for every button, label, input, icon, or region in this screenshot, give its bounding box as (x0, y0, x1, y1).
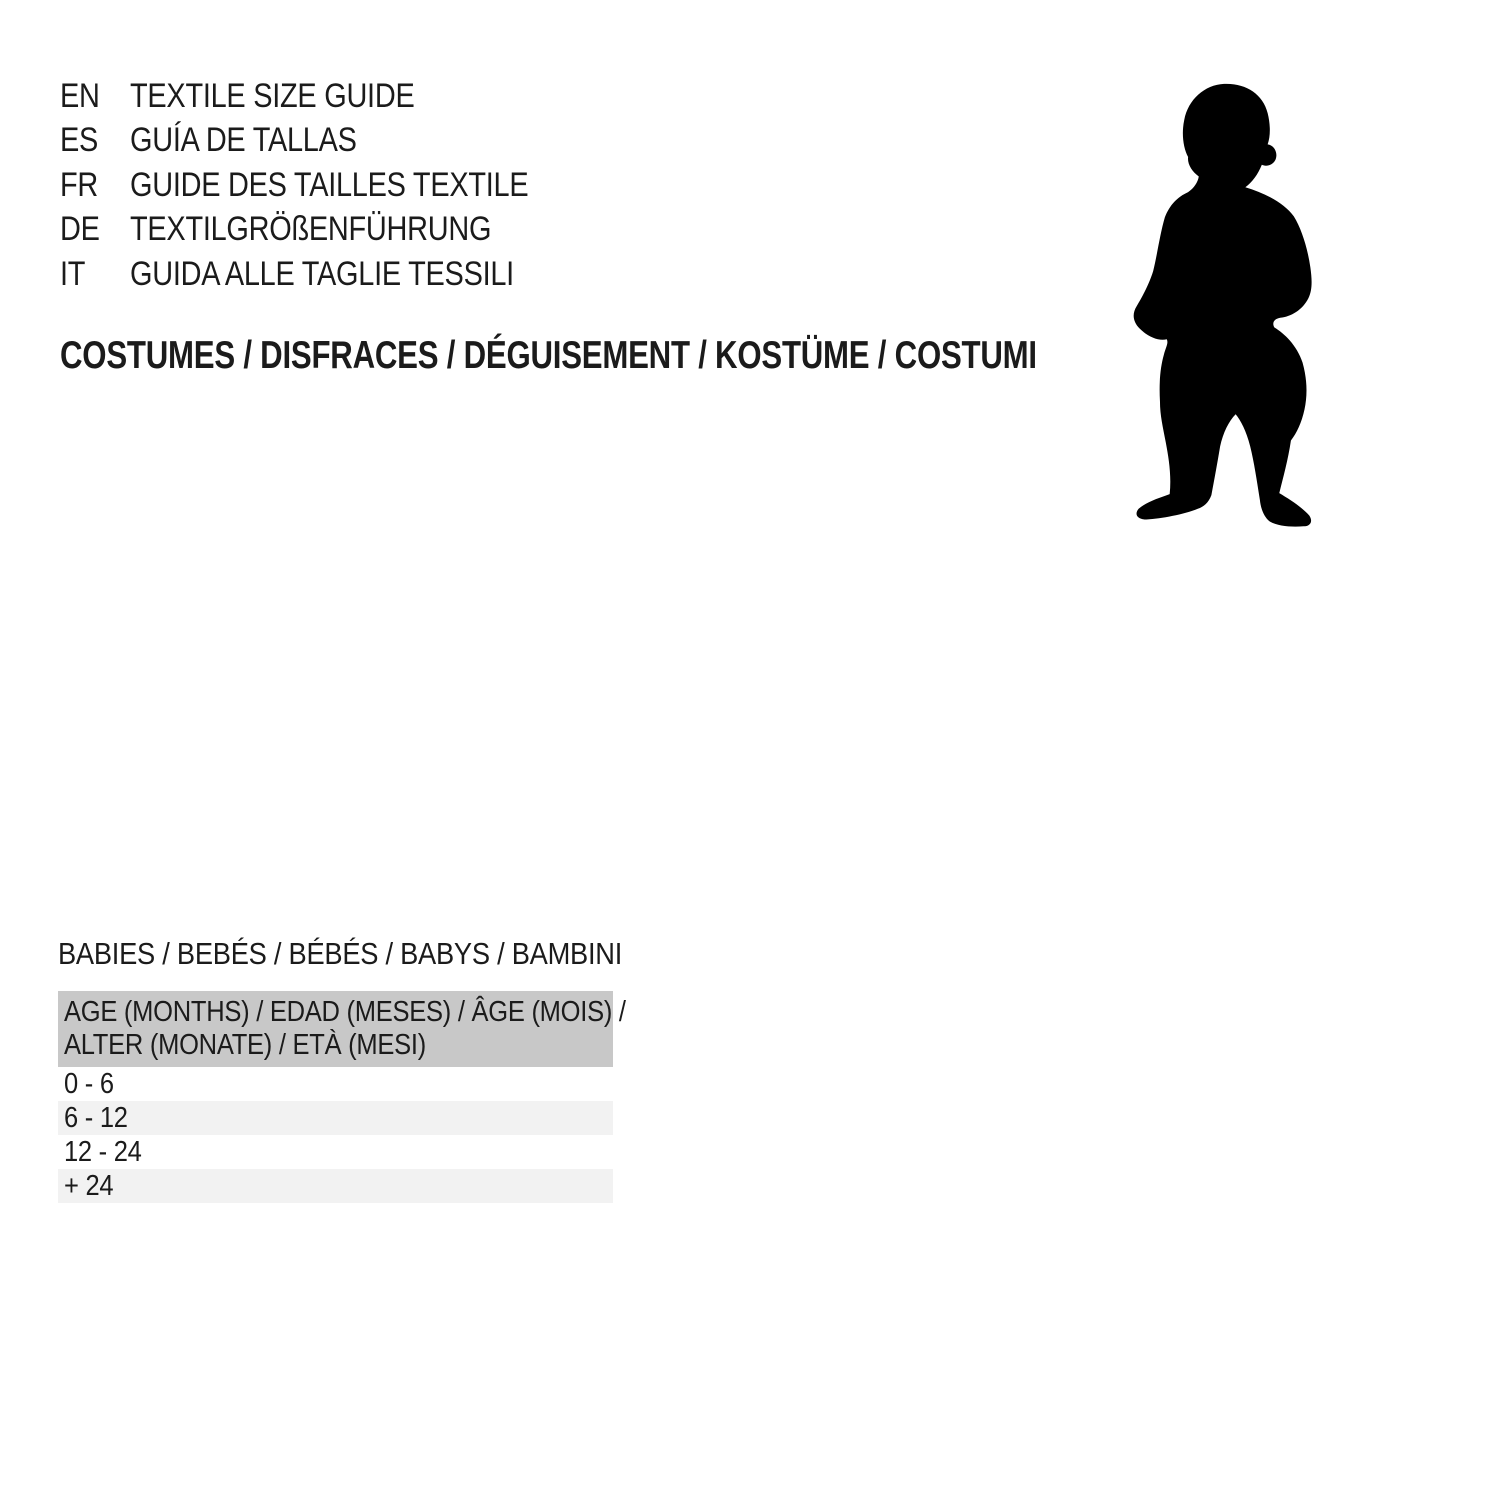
category-heading (60, 334, 1281, 378)
babies-section-heading (58, 936, 699, 972)
category-heading-text: COSTUMES / DISFRACES / DÉGUISEMENT / KOSTÜME / COSTUMI (60, 334, 1037, 377)
table-row-0-6 (58, 1067, 613, 1101)
table-header-line-1: AGE (MONTHS) / EDAD (MESES) / ÂGE (MOIS) / (64, 996, 626, 1028)
table-header-age (58, 991, 626, 1067)
lang-label-it: GUIDA ALLE TAGLIE TESSILI (130, 254, 514, 293)
table-row-value: 12 - 24 (64, 1136, 142, 1168)
lang-row-de (60, 208, 599, 253)
lang-code-de: DE (60, 210, 100, 249)
table-row-12-24 (58, 1135, 613, 1169)
table-row-value: 0 - 6 (64, 1068, 114, 1100)
lang-code-fr: FR (60, 165, 99, 204)
table-row-6-12 (58, 1101, 613, 1135)
babies-section-heading-text: BABIES / BEBÉS / BÉBÉS / BABYS / BAMBINI (58, 936, 623, 971)
table-row-value: 6 - 12 (64, 1102, 128, 1134)
lang-code-en: EN (60, 76, 100, 115)
lang-code-it: IT (60, 254, 86, 293)
baby-silhouette-icon (1127, 80, 1321, 538)
age-size-table (58, 991, 626, 1203)
lang-row-es (60, 119, 599, 164)
language-title-list (60, 74, 599, 297)
lang-label-de: TEXTILGRÖßENFÜHRUNG (130, 210, 492, 249)
table-row-plus-24 (58, 1169, 613, 1203)
lang-row-fr (60, 163, 599, 208)
table-header-line-2: ALTER (MONATE) / ETÀ (MESI) (64, 1029, 426, 1061)
lang-row-en (60, 74, 599, 119)
lang-label-es: GUÍA DE TALLAS (130, 121, 357, 160)
table-row-value: + 24 (64, 1170, 114, 1202)
lang-label-en: TEXTILE SIZE GUIDE (130, 76, 415, 115)
lang-label-fr: GUIDE DES TAILLES TEXTILE (130, 165, 529, 204)
lang-row-it (60, 252, 599, 297)
lang-code-es: ES (60, 121, 99, 160)
